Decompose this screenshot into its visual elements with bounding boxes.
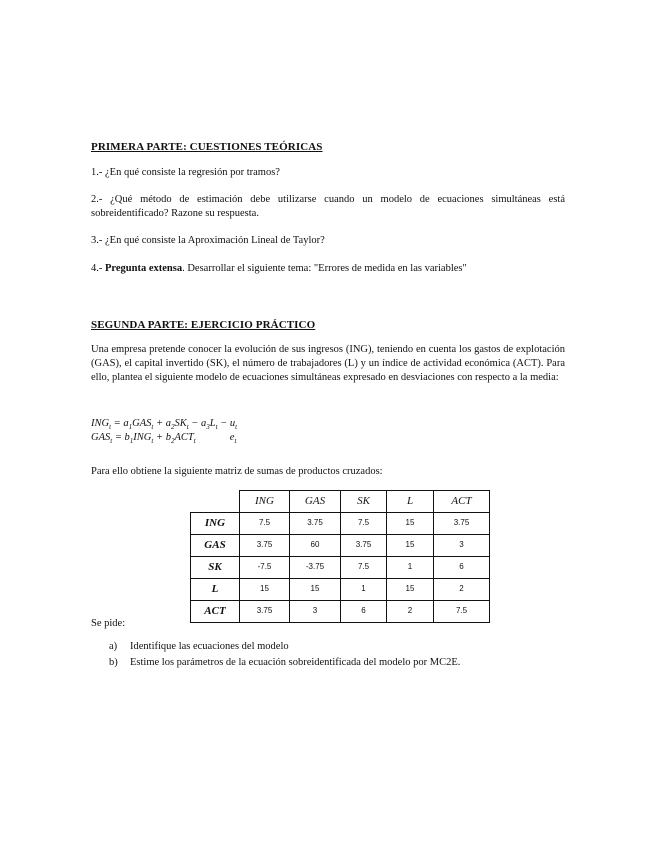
question-2: 2.- ¿Qué método de estimación debe utilizarse cuando un modelo de ecuaciones simultáneas está sobreidentificado? Razone su respuesta. <box>91 194 565 220</box>
matrix-row-header: ING <box>191 513 240 535</box>
matrix-cell: 3.75 <box>240 601 290 623</box>
part2-heading: SEGUNDA PARTE: EJERCICIO PRÁCTICO <box>91 319 316 331</box>
matrix-cell: 15 <box>387 579 434 601</box>
matrix-row <box>191 535 490 557</box>
cross-products-matrix <box>190 490 490 623</box>
task-text: Estime los parámetros de la ecuación sobreidentificada del modelo por MC2E. <box>130 657 461 669</box>
matrix-col-header: L <box>387 491 434 513</box>
matrix-cell: 3 <box>290 601 341 623</box>
exam-page <box>91 0 565 848</box>
matrix-cell: 6 <box>434 557 490 579</box>
matrix-cell: 6 <box>341 601 387 623</box>
matrix-row-header: SK <box>191 557 240 579</box>
task-mark: a) <box>109 641 118 652</box>
matrix-cell: 7.5 <box>240 513 290 535</box>
matrix-cell: 3.75 <box>290 513 341 535</box>
matrix-row <box>191 513 490 535</box>
matrix-cell: 1 <box>341 579 387 601</box>
task-list <box>109 640 460 672</box>
list-item <box>109 656 460 670</box>
matrix-row <box>191 557 490 579</box>
matrix-cell: 1 <box>387 557 434 579</box>
matrix-cell: -3.75 <box>290 557 341 579</box>
matrix-cell: 15 <box>240 579 290 601</box>
matrix-cell: 15 <box>387 535 434 557</box>
question-4-text: . Desarrollar el siguiente tema: "Errores de medida en las variables" <box>182 263 467 274</box>
matrix-intro: Para ello obtiene la siguiente matriz de sumas de productos cruzados: <box>91 466 383 477</box>
matrix-row-header: L <box>191 579 240 601</box>
exercise-intro: Una empresa pretende conocer la evolución de sus ingresos (ING), teniendo en cuenta los gastos de explotación (GAS), el capital invertido (SK), el número de trabajadores (L) y un índice de actividad económica (ACT). Para ello, plantea el siguiente modelo de ecuaciones simultáneas expresado en desviaciones con respecto a la media: <box>91 344 565 384</box>
equation-2: $GAS_t = b_1ING_t + b_2ACT_t$ $e_t$ <box>91 432 237 446</box>
question-4 <box>91 262 565 276</box>
matrix-cell: 2 <box>434 579 490 601</box>
matrix-cell: 15 <box>387 513 434 535</box>
se-pide-label: Se pide: <box>91 618 126 629</box>
matrix-cell: 3.75 <box>341 535 387 557</box>
matrix-cell: 7.5 <box>341 557 387 579</box>
matrix-cell: -7.5 <box>240 557 290 579</box>
matrix-cell: 7.5 <box>341 513 387 535</box>
part1-heading: PRIMERA PARTE: CUESTIONES TEÓRICAS <box>91 141 323 153</box>
matrix-col-header: ING <box>240 491 290 513</box>
matrix-cell: 3.75 <box>434 513 490 535</box>
matrix-cell: 7.5 <box>434 601 490 623</box>
matrix-cell: 2 <box>387 601 434 623</box>
matrix-row-header: GAS <box>191 535 240 557</box>
question-4-bold: Pregunta extensa <box>105 263 183 274</box>
matrix-row-header: ACT <box>191 601 240 623</box>
matrix-header-row <box>191 491 490 513</box>
question-4-number: 4.- <box>91 263 105 274</box>
question-3: 3.- ¿En qué consiste la Aproximación Lineal de Taylor? <box>91 235 325 246</box>
matrix-corner <box>191 491 240 513</box>
matrix-cell: 3 <box>434 535 490 557</box>
matrix-row <box>191 579 490 601</box>
matrix-col-header: GAS <box>290 491 341 513</box>
matrix-col-header: SK <box>341 491 387 513</box>
question-1: 1.- ¿En qué consiste la regresión por tramos? <box>91 167 280 178</box>
task-mark: b) <box>109 657 118 669</box>
task-text: Identifique las ecuaciones del modelo <box>130 641 289 652</box>
matrix-cell: 60 <box>290 535 341 557</box>
matrix-cell: 3.75 <box>240 535 290 557</box>
matrix-cell: 15 <box>290 579 341 601</box>
equation-1: $ING_t = a_1GAS_t + a_2SK_t - a_3L_t - u_t$ <box>91 418 238 432</box>
matrix-col-header: ACT <box>434 491 490 513</box>
list-item <box>109 640 460 654</box>
